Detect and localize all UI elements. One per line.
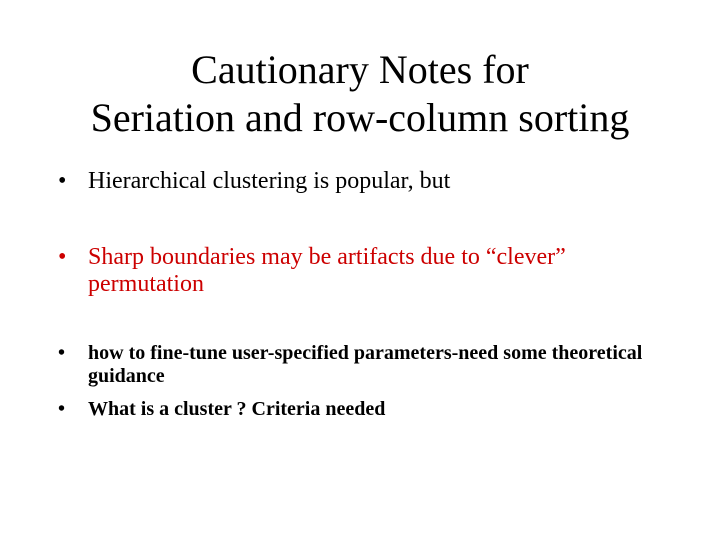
bullet-text: What is a cluster ? Criteria needed	[88, 398, 386, 420]
bullet-item-fine-tune-parameters	[58, 342, 658, 388]
title-line-2: Seriation and row-column sorting	[90, 95, 630, 140]
bullet-dot-icon: •	[58, 168, 67, 194]
bullet-item-what-is-cluster	[58, 398, 658, 421]
bullet-dot-icon: •	[58, 342, 66, 364]
bullet-dot-icon: •	[58, 398, 66, 420]
bullet-item-sharp-boundaries	[58, 244, 658, 298]
title-line-1: Cautionary Notes for	[191, 47, 529, 92]
slide-title	[20, 46, 700, 142]
bullet-item-hierarchical-clustering	[58, 168, 658, 195]
bullet-text: Sharp boundaries may be artifacts due to “clever” permutation	[88, 244, 566, 297]
bullet-dot-icon: •	[58, 244, 67, 270]
bullet-text: Hierarchical clustering is popular, but	[88, 168, 451, 194]
bullet-text: how to fine-tune user-specified parameters-need some theoretical guidance	[88, 342, 643, 387]
